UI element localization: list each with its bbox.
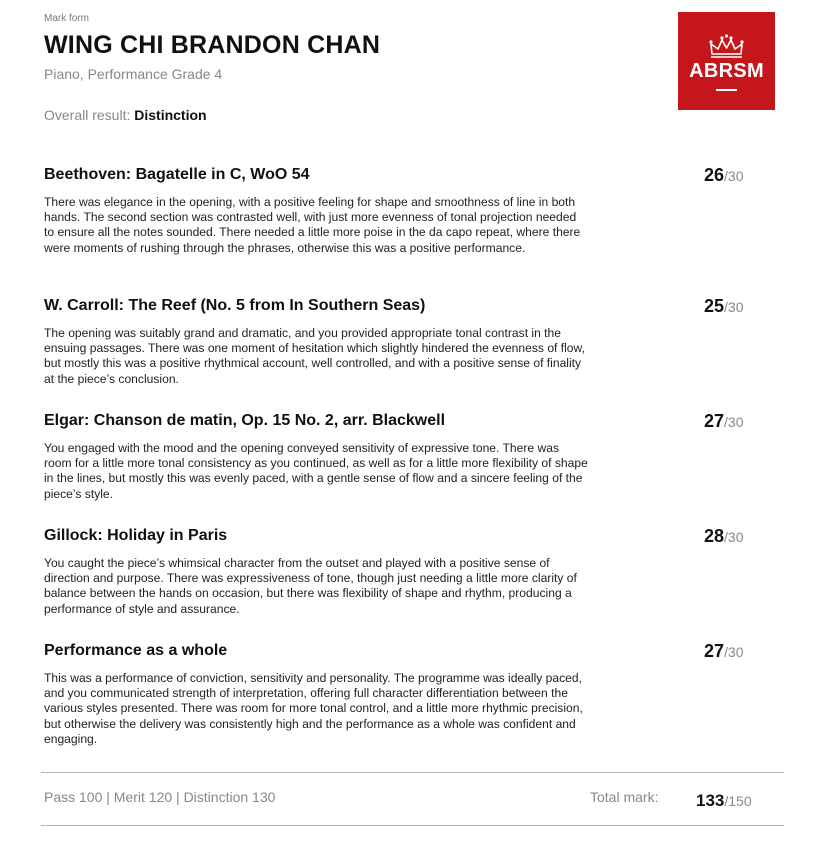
piece-comment: You engaged with the mood and the opening conveyed sensitivity of expressive tone. There was room for a little more tonal consistency as you continued, as well as for a little more flexibility of shape in the lines, but mostly this was evenly paced, with a gentle sense of flow and a sincere feeling of the piece’s style.: [44, 441, 588, 501]
piece-mark-value: 27: [704, 641, 725, 661]
footer-divider-bottom: [41, 825, 784, 826]
total-mark-label: Total mark:: [590, 789, 659, 805]
piece-title: W. Carroll: The Reef (No. 5 from In Southern Seas): [44, 297, 426, 314]
piece-mark-value: 28: [704, 526, 725, 546]
grade-boundaries: Pass 100 | Merit 120 | Distinction 130: [44, 789, 276, 805]
piece-section: [44, 526, 764, 616]
piece-section: [44, 411, 764, 501]
overall-result-label: Overall result:: [44, 107, 131, 123]
piece-mark-value: 25: [704, 296, 725, 316]
abrsm-logo: [678, 12, 775, 110]
piece-comment: You caught the piece’s whimsical character from the outset and played with a positive sense of direction and purpose. There was expressiveness of tone, though just needing a little more clarity of balance between the hands on occasion, but there was flexibility of shape and rhythm, producing a performance of style and assurance.: [44, 556, 577, 616]
piece-mark: [704, 296, 764, 317]
piece-section: [44, 641, 764, 746]
piece-mark: [704, 165, 764, 186]
piece-title: Performance as a whole: [44, 642, 228, 659]
logo-text: ABRSM: [689, 60, 764, 82]
exam-subject: Piano, Performance Grade 4: [44, 66, 223, 82]
total-mark-value: 133: [696, 791, 725, 810]
overall-result: [44, 107, 207, 123]
piece-mark-out-of: /30: [724, 168, 744, 184]
footer-divider-top: [41, 772, 784, 773]
piece-mark-out-of: /30: [724, 414, 744, 430]
piece-comment: This was a performance of conviction, sensitivity and personality. The programme was ideally paced, and you communicated strength of interpretation, offering full character differentiation between the various styles presented. There was room for more tonal control, and a little more rhythmic precision, but otherwise the delivery was consistently high and the performance as a whole was confident and engaging.: [44, 671, 583, 746]
piece-title: Beethoven: Bagatelle in C, WoO 54: [44, 166, 310, 183]
total-mark-out-of: /150: [724, 793, 752, 809]
total-mark: [696, 791, 752, 811]
piece-comment: The opening was suitably grand and dramatic, and you provided appropriate tonal contrast in the ensuing passages. There was one moment of hesitation which slightly hindered the evenness of flow, but mostly this was a positive rhythmical account, well controlled, and with a positive sense of finality at the piece’s conclusion.: [44, 326, 585, 386]
piece-mark-out-of: /30: [724, 644, 744, 660]
piece-section: [44, 296, 764, 386]
form-label: Mark form: [44, 13, 89, 24]
piece-mark: [704, 641, 764, 662]
piece-mark-out-of: /30: [724, 529, 744, 545]
piece-section: [44, 165, 764, 255]
piece-title: Gillock: Holiday in Paris: [44, 527, 228, 544]
piece-comment: There was elegance in the opening, with a positive feeling for shape and smoothness of line in both hands. The second section was contrasted well, with just more evenness of tonal projection needed to ensure all the notes sounded. There needed a little more poise in the da capo repeat, where there were moments of rushing through the phrases, otherwise this was a positive performance.: [44, 195, 581, 255]
overall-result-value: Distinction: [134, 107, 207, 123]
piece-mark-value: 27: [704, 411, 725, 431]
piece-mark: [704, 526, 764, 547]
piece-mark-value: 26: [704, 165, 725, 185]
candidate-name: WING CHI BRANDON CHAN: [44, 31, 381, 59]
piece-title: Elgar: Chanson de matin, Op. 15 No. 2, arr. Blackwell: [44, 412, 446, 429]
piece-mark-out-of: /30: [724, 299, 744, 315]
piece-mark: [704, 411, 764, 432]
